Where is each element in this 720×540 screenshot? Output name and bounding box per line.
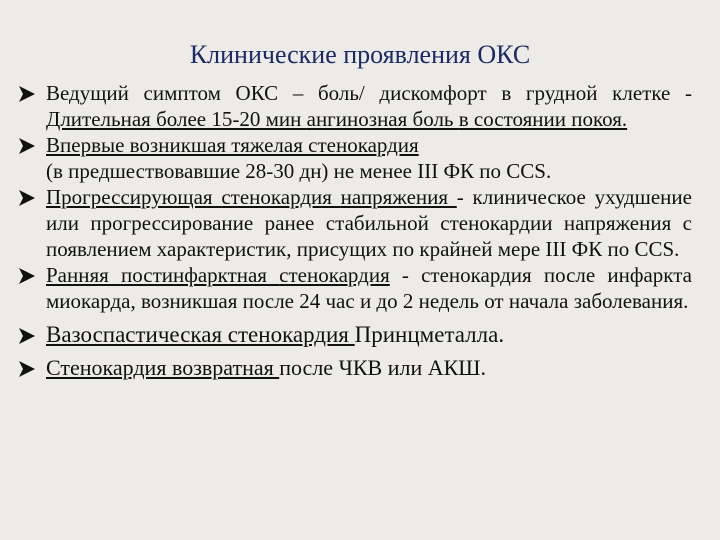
underlined-text: Длительная [46, 107, 157, 131]
underlined-text: Ранняя [46, 263, 121, 287]
bullet-list [16, 80, 692, 382]
bullet-text: Принцметалла. [354, 322, 505, 347]
underlined-text: напряжения [340, 185, 457, 209]
underlined-text: стенокардия [279, 263, 390, 287]
underlined-text: боль [412, 107, 459, 131]
bullet-item-vasospastic-angina [16, 320, 692, 350]
arrow-bullet-icon [18, 85, 36, 103]
underlined-text: Стенокардия возвратная [46, 355, 280, 380]
bullet-text: (в предшествовавшие 28-30 дн) не менее III ФК по CCS. [46, 159, 552, 183]
underlined-text: ангинозная [306, 107, 413, 131]
arrow-bullet-icon [18, 360, 36, 378]
bullet-item-recurrent-angina [16, 354, 692, 382]
underlined-text: Прогрессирующая [46, 185, 222, 209]
underlined-text: в состоянии покоя. [458, 107, 628, 131]
arrow-bullet-icon [18, 267, 36, 285]
bullet-item-leading-symptom [16, 80, 692, 132]
bullet-text: после ЧКВ или АКШ. [279, 355, 486, 380]
arrow-bullet-icon [18, 137, 36, 155]
bullet-text: - стенокардия после инфаркта миокарда, возникшая после 24 час и до 2 недель от начала заболевания. [46, 263, 692, 313]
arrow-bullet-icon [18, 189, 36, 207]
underlined-text: постинфарктная [120, 263, 280, 287]
arrow-bullet-icon [18, 327, 36, 345]
bullet-item-new-onset-angina [16, 132, 692, 184]
bullet-item-post-infarction-angina [16, 262, 692, 314]
bullet-item-progressive-angina [16, 184, 692, 262]
underlined-text: более 15-20 мин [156, 107, 307, 131]
underlined-text: стенокардия [221, 185, 341, 209]
slide-title: Клинические проявления ОКС [189, 40, 531, 69]
underlined-text: Впервые возникшая тяжелая стенокардия [46, 133, 419, 157]
bullet-text: - клиническое ухудшение или прогрессирование ранее стабильной стенокардии напряжения с появлением характеристик, присущих по крайней мере III ФК по CCS. [46, 185, 692, 261]
underlined-text: Вазоспастическая стенокардия [46, 322, 355, 347]
bullet-text: Ведущий симптом ОКС – боль/ дискомфорт в грудной клетке - [46, 81, 692, 105]
